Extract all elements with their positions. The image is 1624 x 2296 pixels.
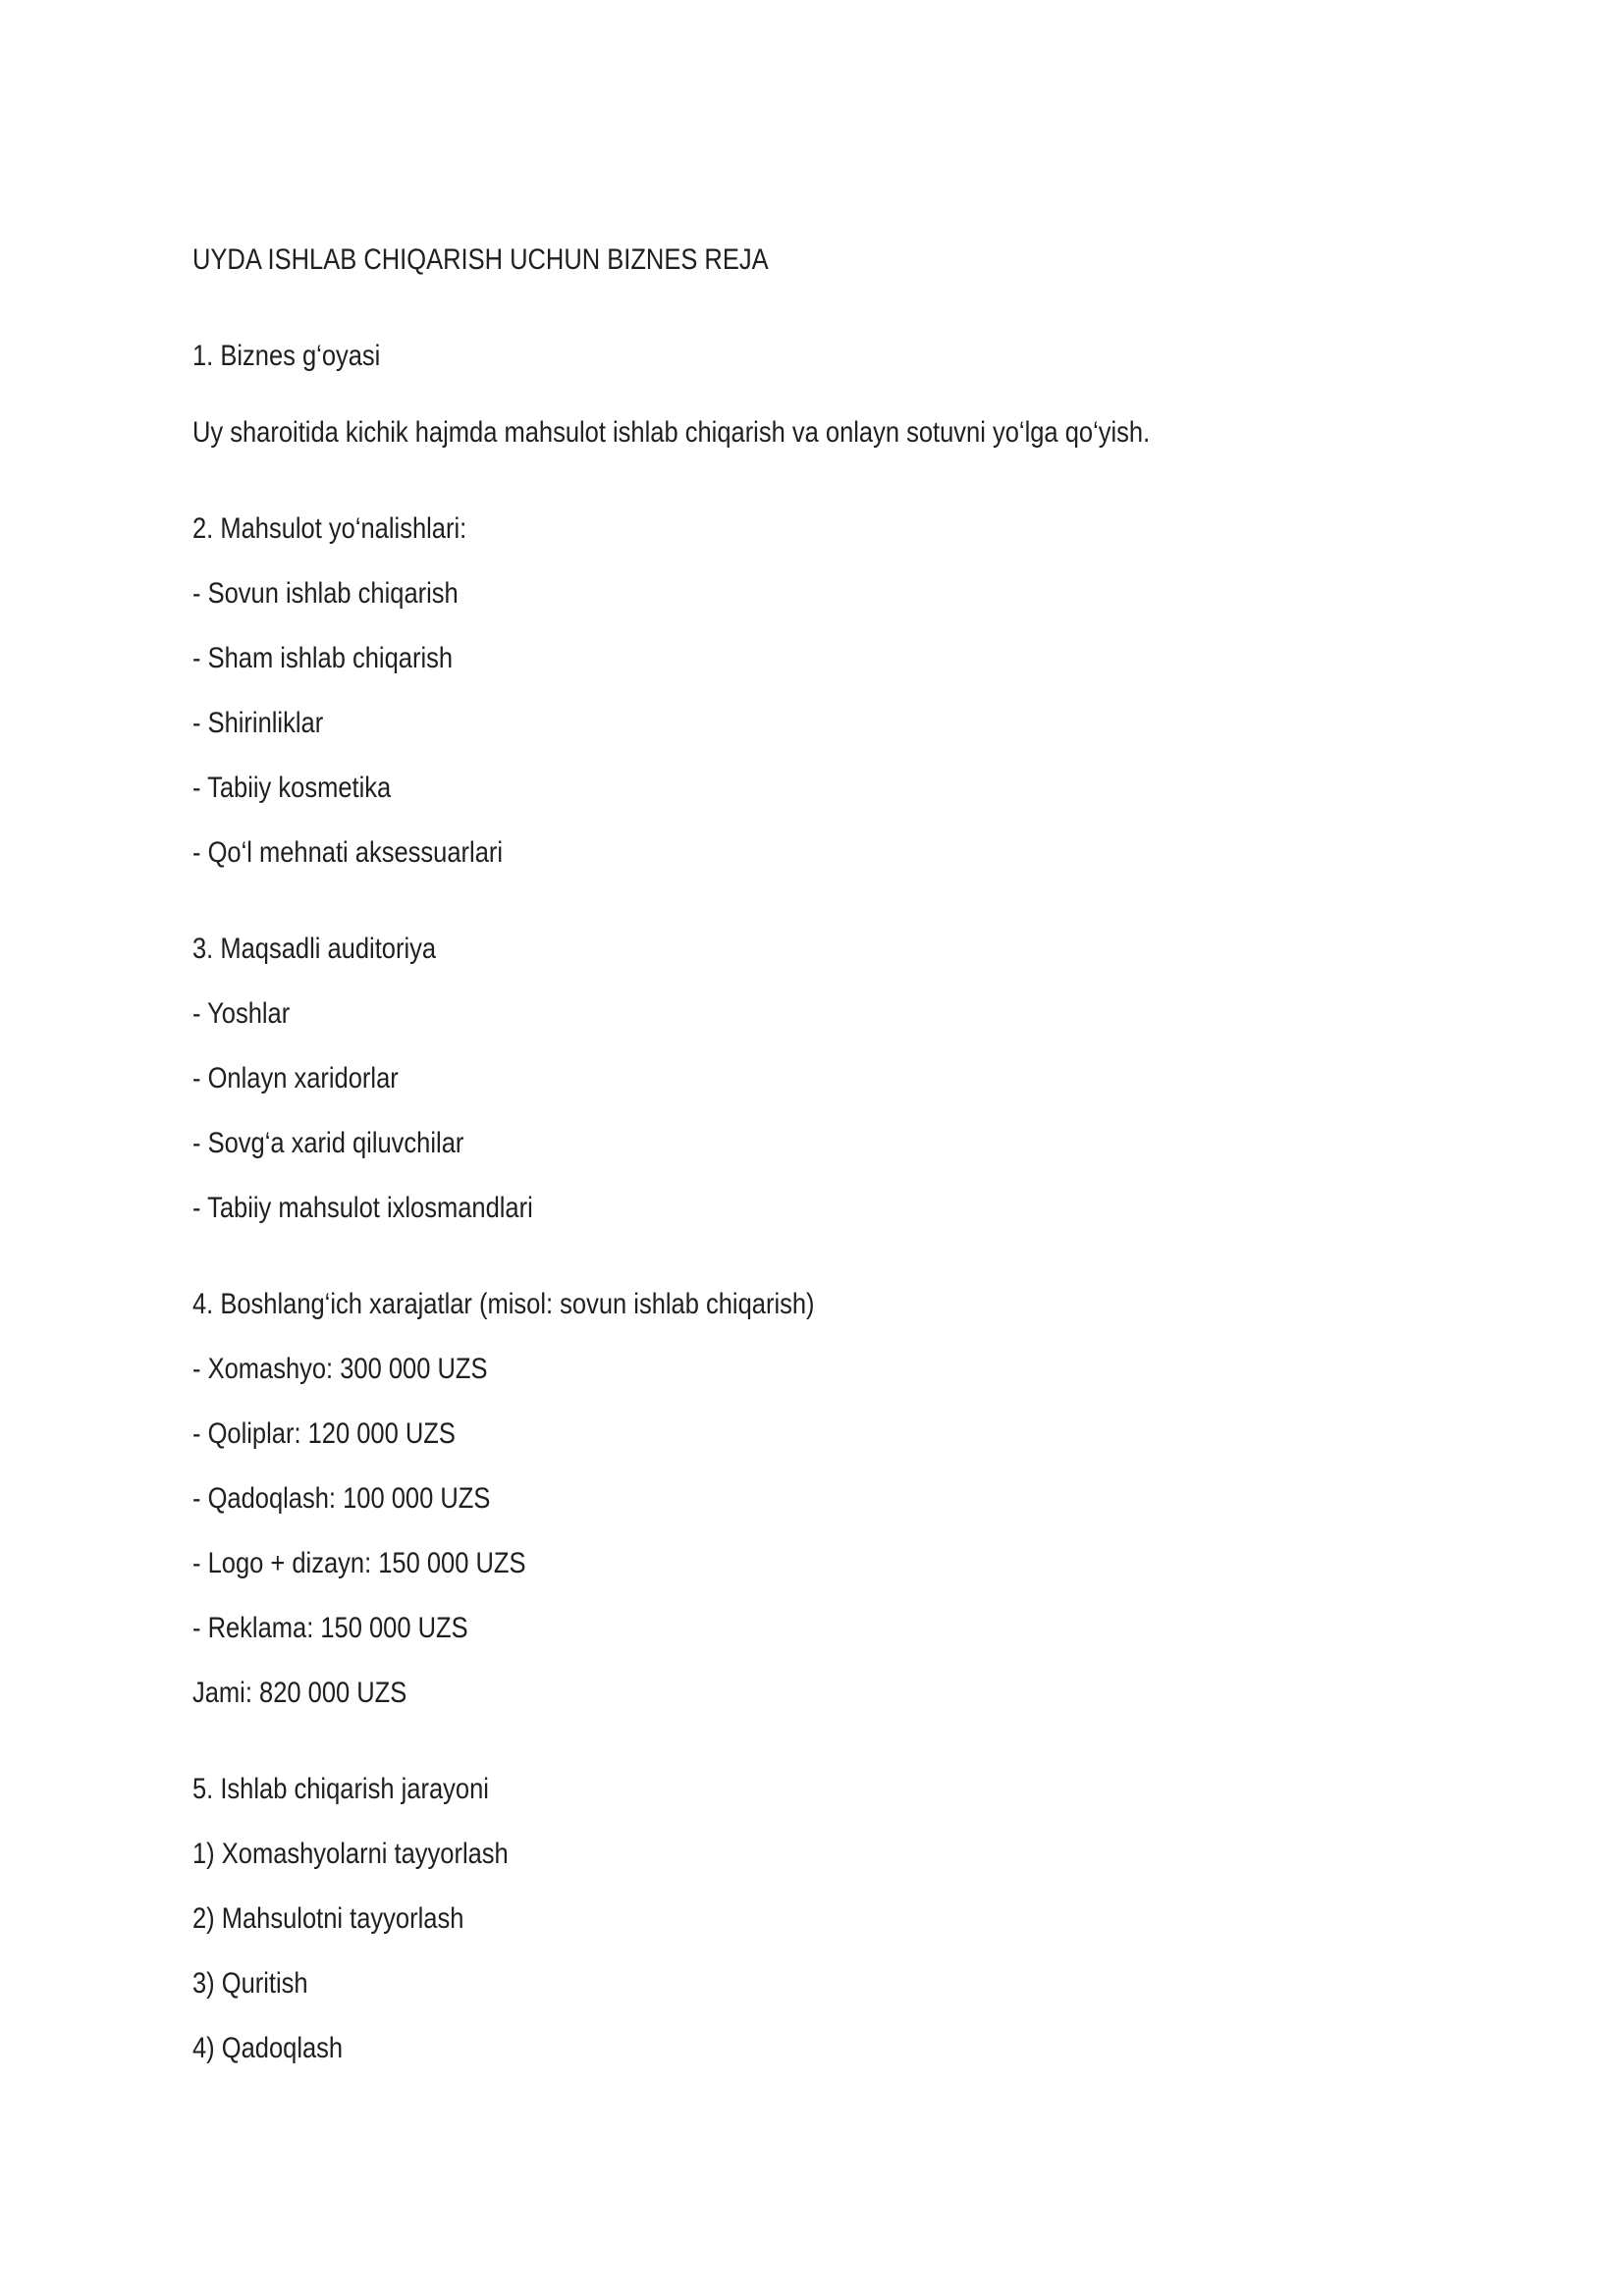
section-1-heading: 1. Biznes g‘oyasi [192, 340, 381, 372]
list-item: - Sovun ishlab chiqarish [192, 577, 459, 610]
list-item: - Reklama: 150 000 UZS [192, 1612, 468, 1644]
list-item: 1) Xomashyolarni tayyorlash [192, 1838, 509, 1870]
list-item: - Sham ishlab chiqarish [192, 642, 454, 674]
list-item: - Xomashyo: 300 000 UZS [192, 1353, 488, 1385]
document-title: UYDA ISHLAB CHIQARISH UCHUN BIZNES REJA [192, 243, 769, 276]
section-3-heading: 3. Maqsadli auditoriya [192, 933, 437, 965]
list-item: - Onlayn xaridorlar [192, 1062, 399, 1095]
section-4-heading: 4. Boshlang‘ich xarajatlar (misol: sovun ishlab chiqarish) [192, 1288, 815, 1320]
section-2-heading: 2. Mahsulot yo‘nalishlari: [192, 512, 467, 545]
list-item: 4) Qadoqlash [192, 2032, 344, 2064]
list-item: - Shirinliklar [192, 707, 324, 739]
list-item: - Tabiiy kosmetika [192, 772, 392, 804]
section-4-total: Jami: 820 000 UZS [192, 1677, 407, 1709]
list-item: - Qadoqlash: 100 000 UZS [192, 1482, 491, 1515]
list-item: - Yoshlar [192, 997, 291, 1030]
document-content [192, 242, 1361, 2096]
list-item: - Qoliplar: 120 000 UZS [192, 1417, 456, 1450]
list-item: - Logo + dizayn: 150 000 UZS [192, 1547, 526, 1579]
list-item: - Qo‘l mehnati aksessuarlari [192, 836, 504, 869]
list-item: 3) Quritish [192, 1967, 308, 2000]
list-item: 2) Mahsulotni tayyorlash [192, 1902, 464, 1935]
section-1-body: Uy sharoitida kichik hajmda mahsulot ishlab chiqarish va onlayn sotuvni yo‘lga qo‘yish. [192, 416, 1151, 449]
section-5-heading: 5. Ishlab chiqarish jarayoni [192, 1773, 489, 1805]
list-item: - Sovg‘a xarid qiluvchilar [192, 1127, 464, 1159]
list-item: - Tabiiy mahsulot ixlosmandlari [192, 1192, 533, 1224]
